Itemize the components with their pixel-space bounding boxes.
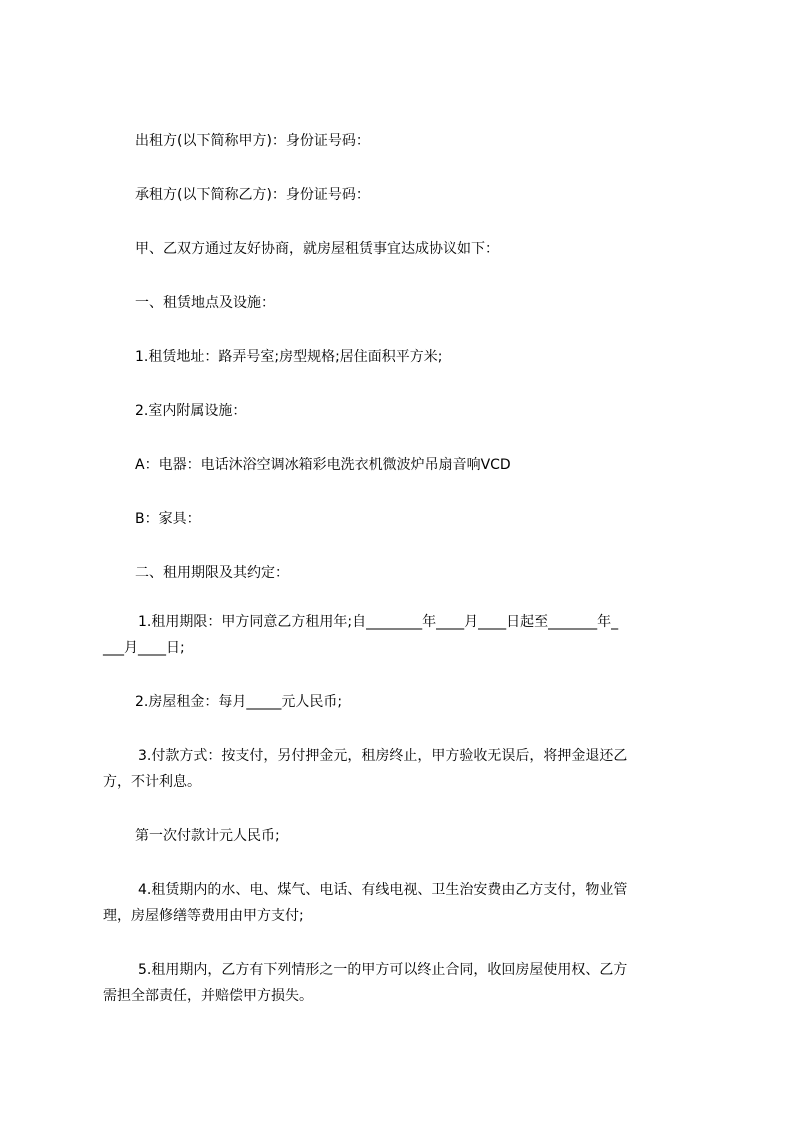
clause-2-3-line2: 方，不计利息。 (103, 774, 201, 790)
clause-2-1-line2: ___月____日; (103, 640, 185, 656)
clause-furniture: B：家具： (135, 511, 201, 527)
clause-2-4-line1: 4.租赁期内的水、电、煤气、电话、有线电视、卫生治安费由乙方支付，物业管 (138, 882, 628, 898)
clause-2-5-line1: 5.租用期内，乙方有下列情形之一的甲方可以终止合同，收回房屋使用权、乙方 (138, 962, 628, 978)
clause-2-5-line2: 需担全部责任，并赔偿甲方损失。 (103, 988, 313, 1004)
clause-1-1: 1.租赁地址：路弄号室;房型规格;居住面积平方米; (135, 349, 443, 365)
section-2-heading: 二、租用期限及其约定： (135, 565, 289, 581)
lessor-line: 出租方(以下简称甲方)：身份证号码： (135, 133, 370, 149)
clause-2-2: 2.房屋租金：每月_____元人民币; (135, 694, 343, 710)
clause-2-3-line1: 3.付款方式：按支付，另付押金元，租房终止，甲方验收无误后，将押金退还乙 (138, 748, 628, 764)
lessee-line: 承租方(以下简称乙方)：身份证号码： (135, 187, 370, 203)
clause-2-1-line1: 1.租用期限：甲方同意乙方租用年;自________年____月____日起至_______年_ (138, 614, 619, 630)
section-1-heading: 一、租赁地点及设施： (135, 295, 275, 311)
clause-1-2: 2.室内附属设施： (135, 403, 247, 419)
agreement-intro: 甲、乙双方通过友好协商，就房屋租赁事宜达成协议如下： (135, 241, 499, 257)
clause-appliances: A：电器：电话沐浴空调冰箱彩电洗衣机微波炉吊扇音响VCD (135, 457, 511, 473)
first-payment-line: 第一次付款计元人民币; (135, 828, 280, 844)
clause-2-4-line2: 理，房屋修缮等费用由甲方支付; (103, 908, 304, 924)
